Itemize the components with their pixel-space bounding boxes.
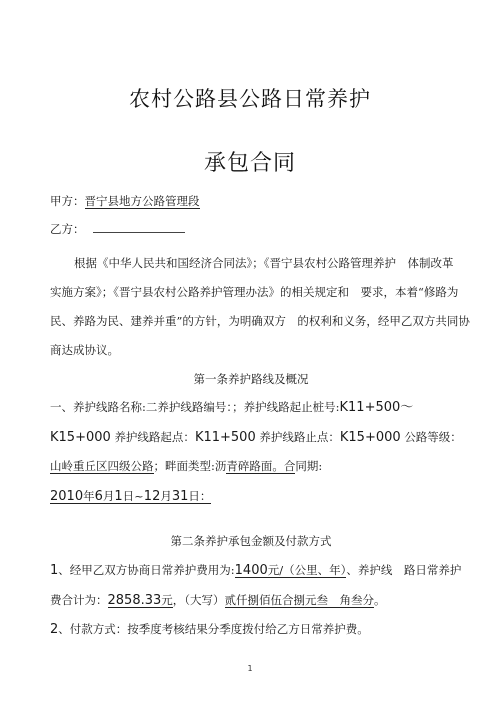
- party-b-blank: [93, 222, 185, 233]
- article1-heading: 第一条养护路线及概况: [193, 372, 309, 386]
- party-b-line: [50, 222, 452, 236]
- road-grade-value: 山岭重丘区四级公路: [50, 459, 154, 473]
- total-fee: 2858.33元: [107, 593, 173, 608]
- total-fee-words: 贰仟捌佰伍合捌元叁 角叁分: [224, 593, 375, 607]
- preamble-line-2: 实施方案》；《晋宁县农村公路养护管理办法》的相关规定和 要求，本着“修路为: [50, 285, 459, 299]
- contract-period-value: 2010年6月1日~12月31日：: [50, 489, 212, 504]
- article1-line-1: [50, 400, 452, 415]
- surface-type-value: 青碎路面。合: [226, 459, 296, 473]
- stake-range-end: K15+000: [50, 430, 111, 445]
- contract-period-line: [50, 489, 452, 504]
- start-point-label: 养护线路起点：: [114, 430, 195, 444]
- end-point-label: 养护线路止点：: [259, 430, 340, 444]
- contract-period-label: 同期:: [295, 459, 323, 473]
- article2-para-1: 1、经甲乙双方协商日常养护费用为:1400元/（公里、年）、养护线 路日常养护: [50, 563, 462, 578]
- route-info-text: 一、养护线路名称:二养护线路编号：；养护线路起止桩号:: [50, 400, 340, 414]
- preamble-line-3: 民、养路为民、建养并重”的方针，为明确双方 的权利和义务，经甲乙双方共同协: [50, 314, 470, 328]
- party-b-label: 乙方：: [50, 222, 85, 236]
- annual-fee: 1400元/（公里、年）: [234, 563, 347, 578]
- contract-title-line2: 承包合同: [203, 151, 296, 176]
- stake-range-start: K11+500～: [339, 400, 414, 415]
- end-point-value: K15+000: [339, 430, 401, 445]
- article2-para-1-cont: 费合计为：2858.33元，（大写）贰仟捌佰伍合捌元叁 角叁分。: [50, 593, 386, 608]
- article2-para-2: 2、付款方式：按季度考核结果分季度拨付给乙方日常养护费。: [50, 622, 369, 637]
- surface-type-label: ；畔面类型:沥: [153, 459, 227, 473]
- preamble-line-4: 商达成协议。: [50, 343, 119, 357]
- party-a-name: 晋宁县地方公路管理段: [84, 194, 200, 208]
- contract-title-line1: 农村公路县公路日常养护: [129, 87, 371, 111]
- party-a-line: [50, 194, 452, 208]
- start-point-value: K11+500: [194, 430, 256, 445]
- article1-line-3: [50, 459, 452, 473]
- road-grade-label: 公路等级：: [404, 430, 462, 444]
- article1-line-2: [50, 430, 462, 445]
- party-a-label: 甲方：: [50, 194, 85, 208]
- preamble-line-1: 根据《中华人民共和国经济合同法》；《晋宁县农村公路管理养护 体制改革: [74, 256, 454, 270]
- page-number: 1: [247, 664, 253, 673]
- article2-heading: 第二条养护承包金额及付款方式: [170, 534, 332, 548]
